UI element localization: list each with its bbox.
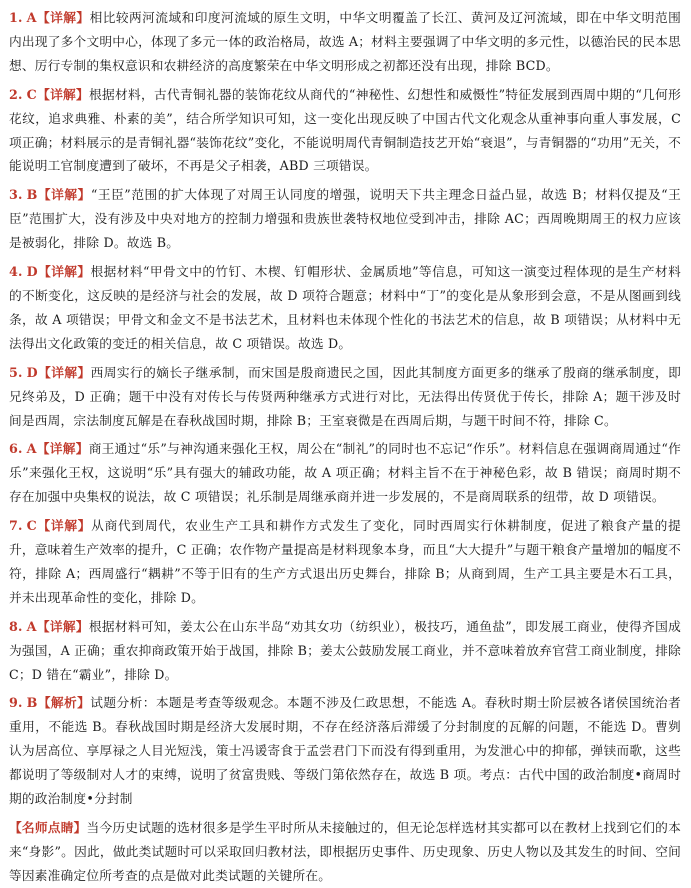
answer-number: 9. [9,695,23,711]
answer-tag: 【详解】 [36,10,90,25]
answer-text: “王臣”范围的扩大体现了对周王认同度的增强，说明天下共主理念日益凸显，故选 B；材料仅提及“王臣”范围扩大，没有涉及中央对地方的控制力增强和贵族世袭特权地位受到冲击，排除 AC；西周晚期周王的权力应该是被弱化，排除 D。故选 B。 [9,187,681,251]
answer-item [9,437,681,509]
answer-text: 从商代到周代，农业生产工具和耕作方式发生了变化，同时西周实行休耕制度，促进了粮食产量的提升，意味着生产效率的提升，C 正确；农作物产量提高是材料现象本身，而且“大大提升”与题干粮食产量增加的幅度不符，排除 A；西周盛行“耦耕”不等于旧有的生产方式退出历史舞台，排除 B；从商到周，生产工具主要是木石工具，并未出现革命性的变化，排除 D。 [9,518,681,605]
answer-number: 6. [9,441,23,457]
answer-item [9,83,681,179]
answer-item [9,260,681,356]
answer-item [9,361,681,433]
answer-item [9,691,681,811]
answer-text: 西周实行的嫡长子继承制，而宋国是殷商遗民之国，因此其制度方面更多的继承了殷商的继承制度，即兄终弟及，D 正确；题干中没有对传长与传贤两种继承方式进行对比，无法得出传贤优于传长，排除 A；题干涉及时间是西周，宗法制度瓦解是在春秋战国时期，排除 B；王室衰微是在西周后期，与题干时间不符，排除 C。 [9,364,681,428]
answer-tag: 【详解】 [37,187,91,203]
answer-letter: C [26,518,37,534]
answer-text: 根据材料“甲骨文中的竹钉、木楔、钉帽形状、金属质地”等信息，可知这一演变过程体现的是生产材料的不断变化，这反映的是经济与社会的发展，故 D 项符合题意；材料中“丁”的变化是从象形到会意，不是从图画到线条，故 A 项错误；甲骨文和金文不是书法艺术，且材料也未体现个性化的书法艺术的信息，故 B 项错误；从材料中无法得出文化政策的变迁的相关信息，故 C 项错误。故选 D。 [9,264,681,351]
tip-text: 当今历史试题的选材很多是学生平时所从未接触过的，但无论怎样选材其实都可以在教材上找到它们的本来“身影”。因此，做此类试题时可以采取回归教材法，即根据历史事件、历史现象、历史人物以及其发生的时间、空间等因素准确定位所考查的点是做对此类试题的关键所在。 [9,820,681,883]
answer-text: 商王通过“乐”与神沟通来强化王权，周公在“制礼”的同时也不忘记“作乐”。材料信息在强调商周通过“作乐”来强化王权，这说明“乐”具有强大的辅政功能，故 A 项正确；材料主旨不在于神秘色彩，故 B 错误；商周时期不存在加强中央集权的说法，故 C 项错误；礼乐制是周继承商并进一步发展的，不是商周联系的纽带，故 D 项错误。 [9,441,681,505]
answer-text: 根据材料可知，姜太公在山东半岛“劝其女功（纺织业），极技巧，通鱼盐”，即发展工商业，使得齐国成为强国，A 正确；重农抑商政策开始于战国，排除 B；姜太公鼓励发展工商业，并不意味着放弃官营工商业制度，排除 C；D 错在“霸业”，排除 D。 [9,618,681,682]
answer-letter: B [26,695,38,711]
answer-text: 试题分析：本题是考查等级观念。本题不涉及仁政思想，不能选 A。春秋时期士阶层被各诸侯国统治者重用，不能选 B。春秋战国时期是经济大发展时期，不存在经济落后滞缓了分封制度的瓦解的问题，不能选 D。曹刿认为居高位、享厚禄之人目光短浅，策士冯谖寄食于孟尝君门下而没有得到重用，为发泄心中的抑郁，弹铗而歌，这些都说明了等级制对人才的束缚，说明了贫富贵贱、等级门第依然存在，故选 B 项。考点：古代中国的政治制度•商周时期的政治制度•分封制 [9,695,681,807]
answer-tag: 【解析】 [37,695,91,711]
answer-item [9,615,681,687]
answer-text: 根据材料，古代青铜礼器的装饰花纹从商代的“神秘性、幻想性和威慑性”特征发展到西周中期的“几何形花纹，追求典雅、朴素的美”，结合所学知识可知，这一变化出现反映了中国古代文化观念从重神事向重人事发展，C 项正确；材料展示的是青铜礼器“装饰花纹”变化，不能说明周代青铜制造技艺开始“衰退”，与青铜器的“功用”无关，不能说明工官制度遭到了破坏，不再是父子相袭，ABD 三项错误。 [9,86,681,174]
answer-text: 相比较两河流域和印度河流域的原生文明，中华文明覆盖了长江、黄河及辽河流域，即在中华文明范围内出现了多个文明中心，体现了多元一体的政治格局，故选 A；材料主要强调了中华文明的多元性，以德治民的民本思想、厉行专制的集权意识和农耕经济的高度繁荣在中华文明形成之初都还没有出现，排除 BCD。 [9,10,681,73]
tip-tag: 【名师点睛】 [9,820,87,835]
answer-tag: 【详解】 [37,364,91,380]
answer-letter: D [26,364,38,380]
answer-item [9,514,681,610]
answer-number: 3. [9,187,23,203]
answer-letter: A [26,618,37,634]
answer-number: 5. [9,364,23,380]
answer-tag: 【详解】 [36,518,92,534]
answer-number: 7. [9,518,23,534]
answer-item [9,6,681,78]
answer-letter: C [26,86,37,102]
answer-number: 4. [9,264,23,280]
answer-tag: 【详解】 [37,264,91,280]
answer-letter: A [26,10,37,25]
answer-number: 2. [9,86,23,102]
answer-list [9,6,681,811]
answer-item [9,183,681,255]
answer-number: 8. [9,618,23,634]
answer-letter: D [26,264,38,280]
answer-letter: A [26,441,37,457]
answer-tag: 【详解】 [36,618,89,634]
answer-tag: 【详解】 [36,86,90,102]
answer-letter: B [26,187,38,203]
answer-number: 1. [9,10,23,25]
answer-tag: 【详解】 [36,441,89,457]
